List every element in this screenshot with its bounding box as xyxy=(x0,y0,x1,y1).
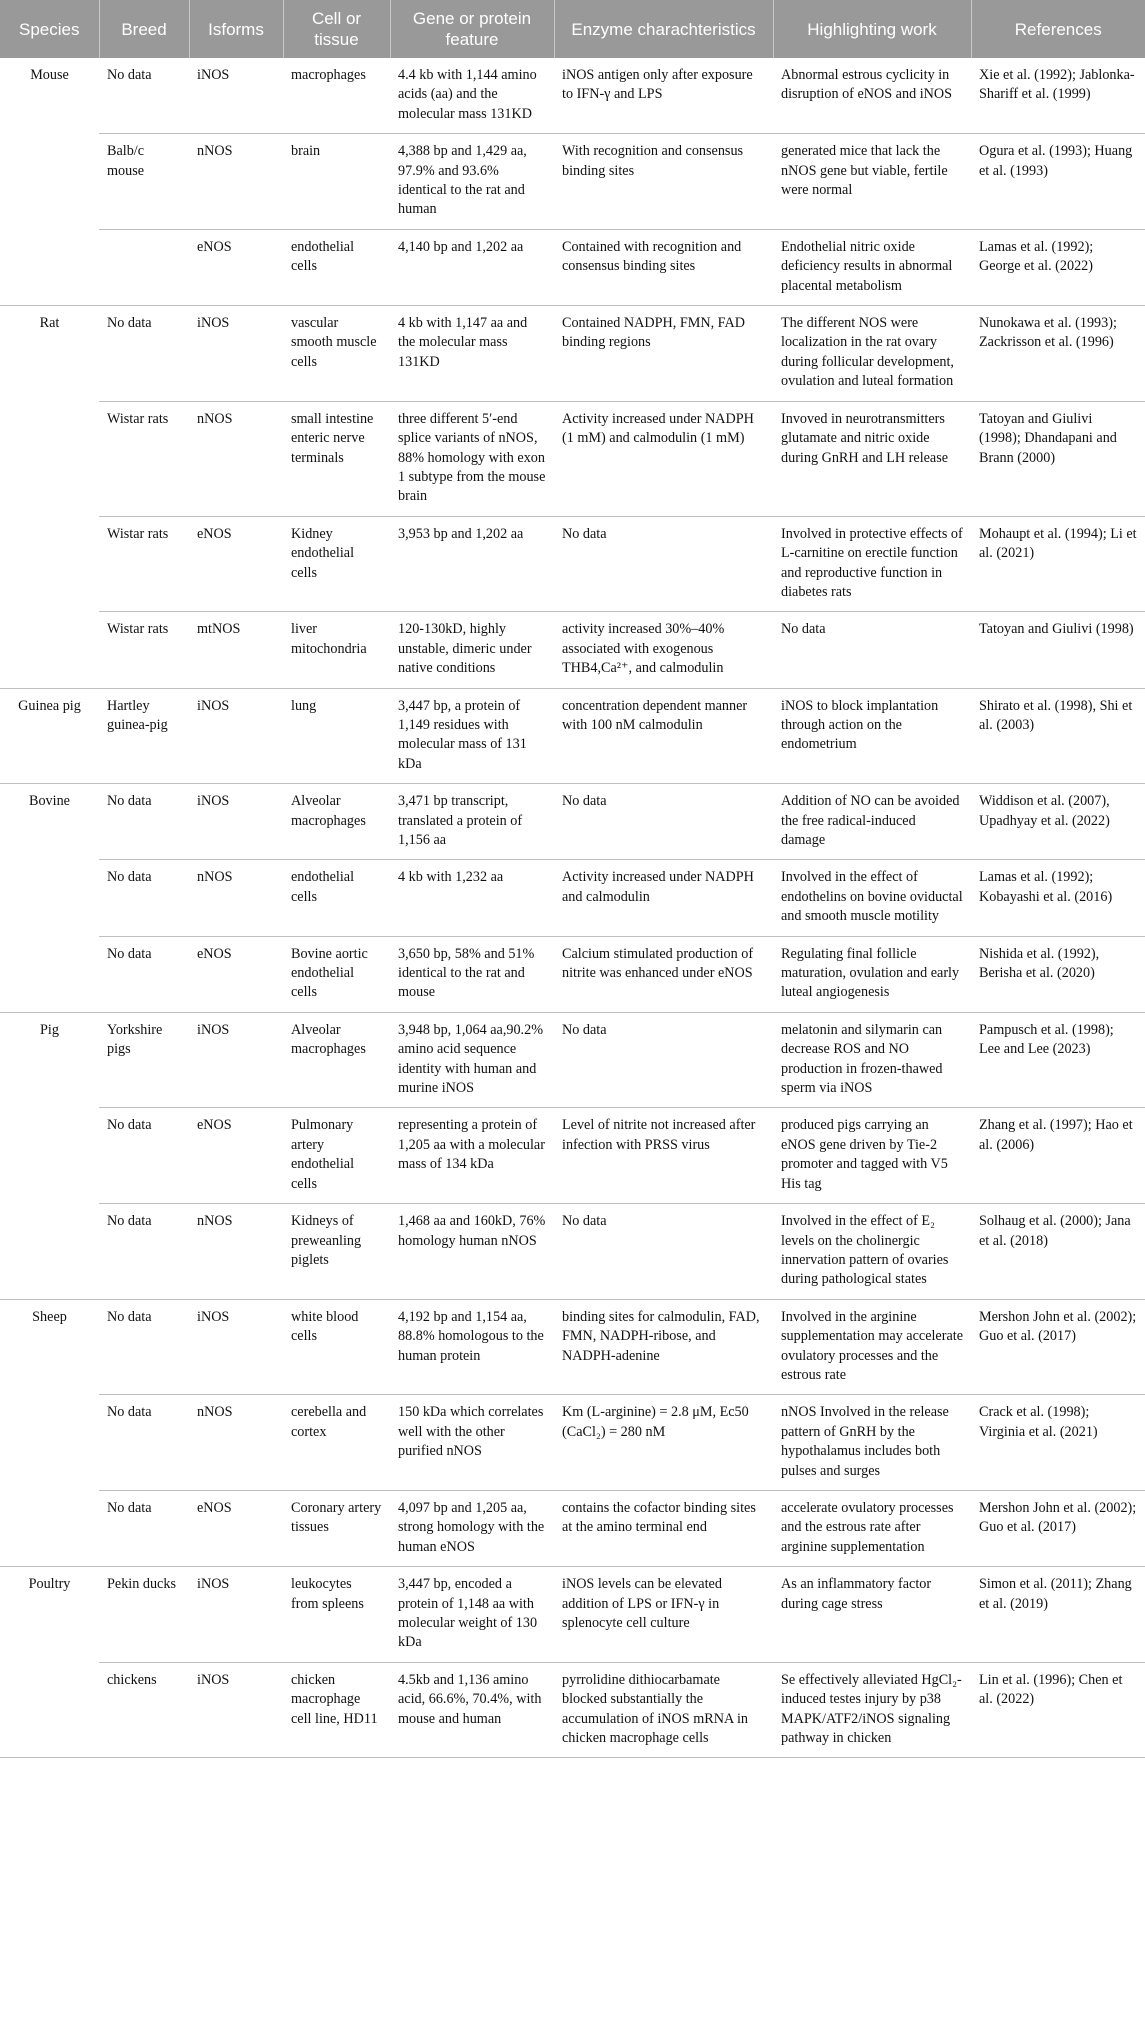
isoform-cell: eNOS xyxy=(189,516,283,612)
enzyme-characteristics-cell: Contained with recognition and consensus binding sites xyxy=(554,229,773,305)
species-cell xyxy=(0,134,99,230)
species-cell: Poultry xyxy=(28,1576,71,1593)
enzyme-characteristics-cell: Km (L-arginine) = 2.8 μM, Ec50 (CaCl₂) = 280 nM xyxy=(554,1395,773,1491)
breed-cell: No data xyxy=(99,58,189,134)
header-enzyme-characteristics: Enzyme charachteristics xyxy=(554,0,773,58)
isoform-cell: nNOS xyxy=(189,860,283,936)
cell-or-tissue-cell: liver mitochondria xyxy=(283,612,390,688)
references-cell: Mohaupt et al. (1994); Li et al. (2021) xyxy=(971,516,1145,612)
enzyme-characteristics-cell: No data xyxy=(554,516,773,612)
highlighting-work-cell: Invoved in neurotransmitters glutamate and nitric oxide during GnRH and LH release xyxy=(773,401,971,516)
references-cell: Mershon John et al. (2002); Guo et al. (2017) xyxy=(971,1490,1145,1566)
species-cell xyxy=(0,1204,99,1300)
breed-cell: No data xyxy=(99,860,189,936)
isoform-cell: eNOS xyxy=(189,229,283,305)
breed-cell: No data xyxy=(99,784,189,860)
isoform-cell: iNOS xyxy=(189,306,283,402)
references-cell: Tatoyan and Giulivi (1998); Dhandapani and Brann (2000) xyxy=(971,401,1145,516)
highlighting-work-cell: Involved in the arginine supplementation may accelerate ovulatory processes and the estrous rate xyxy=(773,1299,971,1395)
enzyme-characteristics-cell: Contained NADPH, FMN, FAD binding regions xyxy=(554,306,773,402)
table-row xyxy=(0,860,1145,936)
highlighting-work-cell: Involved in the effect of endothelins on bovine oviductal and smooth muscle motility xyxy=(773,860,971,936)
species-cell xyxy=(0,401,99,516)
enzyme-characteristics-cell: binding sites for calmodulin, FAD, FMN, NADPH-ribose, and NADPH-adenine xyxy=(554,1299,773,1395)
table-row xyxy=(0,612,1145,688)
cell-or-tissue-cell: endothelial cells xyxy=(283,229,390,305)
table-row xyxy=(0,1567,1145,1663)
breed-cell xyxy=(99,229,189,305)
header-species: Species xyxy=(0,0,99,58)
highlighting-work-cell: Involved in protective effects of L-carnitine on erectile function and reproductive function in diabetes rats xyxy=(773,516,971,612)
species-cell: Mouse xyxy=(30,67,69,83)
table-body xyxy=(0,58,1145,1758)
references-cell: Lamas et al. (1992); Kobayashi et al. (2016) xyxy=(971,860,1145,936)
table-row xyxy=(0,134,1145,230)
breed-cell: Wistar rats xyxy=(99,516,189,612)
highlighting-work-cell: Regulating final follicle maturation, ovulation and early luteal angiogenesis xyxy=(773,936,971,1012)
gene-feature-cell: 4,097 bp and 1,205 aa, strong homology with the human eNOS xyxy=(390,1490,554,1566)
references-cell: Ogura et al. (1993); Huang et al. (1993) xyxy=(971,134,1145,230)
breed-cell: No data xyxy=(99,1490,189,1566)
gene-feature-cell: 4,140 bp and 1,202 aa xyxy=(390,229,554,305)
header-highlighting-work: Highlighting work xyxy=(773,0,971,58)
references-cell: Widdison et al. (2007), Upadhyay et al. (2022) xyxy=(971,784,1145,860)
enzyme-characteristics-cell: iNOS levels can be elevated addition of LPS or IFN-γ in splenocyte cell culture xyxy=(554,1567,773,1663)
isoform-cell: eNOS xyxy=(189,1490,283,1566)
highlighting-work-cell: produced pigs carrying an eNOS gene driven by Tie-2 promoter and tagged with V5 His tag xyxy=(773,1108,971,1204)
enzyme-characteristics-cell: Activity increased under NADPH (1 mM) and calmodulin (1 mM) xyxy=(554,401,773,516)
isoform-cell: nNOS xyxy=(189,1204,283,1300)
isoform-cell: mtNOS xyxy=(189,612,283,688)
highlighting-work-cell: nNOS Involved in the release pattern of GnRH by the hypothalamus includes both pulses and surges xyxy=(773,1395,971,1491)
isoform-cell: iNOS xyxy=(189,688,283,784)
gene-feature-cell: 3,447 bp, encoded a protein of 1,148 aa with molecular weight of 130 kDa xyxy=(390,1567,554,1663)
gene-feature-cell: three different 5′-end splice variants of nNOS, 88% homology with exon 1 subtype from the mouse brain xyxy=(390,401,554,516)
gene-feature-cell: 4 kb with 1,147 aa and the molecular mass 131KD xyxy=(390,306,554,402)
isoform-cell: iNOS xyxy=(189,1012,283,1108)
cell-or-tissue-cell: Bovine aortic endothelial cells xyxy=(283,936,390,1012)
highlighting-work-cell: iNOS to block implantation through action on the endometrium xyxy=(773,688,971,784)
references-cell: Solhaug et al. (2000); Jana et al. (2018) xyxy=(971,1204,1145,1300)
references-cell: Pampusch et al. (1998); Lee and Lee (2023) xyxy=(971,1012,1145,1108)
table-row xyxy=(0,58,1145,134)
cell-or-tissue-cell: Kidneys of preweanling piglets xyxy=(283,1204,390,1300)
header-breed: Breed xyxy=(99,0,189,58)
highlighting-work-cell: The different NOS were localization in the rat ovary during follicular development, ovulation and luteal formation xyxy=(773,306,971,402)
references-cell: Lin et al. (1996); Chen et al. (2022) xyxy=(971,1662,1145,1758)
cell-or-tissue-cell: chicken macrophage cell line, HD11 xyxy=(283,1662,390,1758)
isoform-cell: iNOS xyxy=(189,784,283,860)
isoform-cell: iNOS xyxy=(189,1567,283,1663)
table-row xyxy=(0,784,1145,860)
cell-or-tissue-cell: cerebella and cortex xyxy=(283,1395,390,1491)
species-cell xyxy=(0,1108,99,1204)
cell-or-tissue-cell: brain xyxy=(283,134,390,230)
species-cell xyxy=(0,1395,99,1491)
species-cell xyxy=(0,516,99,612)
enzyme-characteristics-cell: contains the cofactor binding sites at the amino terminal end xyxy=(554,1490,773,1566)
enzyme-characteristics-cell: activity increased 30%–40% associated with exogenous THB4,Ca²⁺, and calmodulin xyxy=(554,612,773,688)
enzyme-characteristics-cell: With recognition and consensus binding sites xyxy=(554,134,773,230)
species-cell xyxy=(0,936,99,1012)
isoform-cell: iNOS xyxy=(189,1299,283,1395)
species-cell: Bovine xyxy=(29,793,70,810)
cell-or-tissue-cell: leukocytes from spleens xyxy=(283,1567,390,1663)
species-cell: Guinea pig xyxy=(0,688,99,784)
gene-feature-cell: 120-130kD, highly unstable, dimeric under native conditions xyxy=(390,612,554,688)
table-row xyxy=(0,1204,1145,1300)
table-row xyxy=(0,1108,1145,1204)
breed-cell: Wistar rats xyxy=(99,401,189,516)
breed-cell: No data xyxy=(99,936,189,1012)
cell-or-tissue-cell: macrophages xyxy=(283,58,390,134)
table-row xyxy=(0,401,1145,516)
header-gene-or-protein-feature: Gene or protein feature xyxy=(390,0,554,58)
table-row xyxy=(0,1395,1145,1491)
breed-cell: No data xyxy=(99,1204,189,1300)
isoform-cell: nNOS xyxy=(189,134,283,230)
species-cell xyxy=(0,612,99,688)
enzyme-characteristics-cell: No data xyxy=(554,1012,773,1108)
table-row xyxy=(0,1490,1145,1566)
species-cell xyxy=(0,860,99,936)
highlighting-work-cell: Addition of NO can be avoided the free radical-induced damage xyxy=(773,784,971,860)
references-cell: Xie et al. (1992); Jablonka-Shariff et al. (1999) xyxy=(971,58,1145,134)
cell-or-tissue-cell: Pulmonary artery endothelial cells xyxy=(283,1108,390,1204)
breed-cell: Hartley guinea-pig xyxy=(99,688,189,784)
gene-feature-cell: 3,953 bp and 1,202 aa xyxy=(390,516,554,612)
breed-cell: Balb/c mouse xyxy=(99,134,189,230)
enzyme-characteristics-cell: Activity increased under NADPH and calmodulin xyxy=(554,860,773,936)
enzyme-characteristics-cell: No data xyxy=(554,784,773,860)
enzyme-characteristics-cell: pyrrolidine dithiocarbamate blocked substantially the accumulation of iNOS mRNA in chicken macrophage cells xyxy=(554,1662,773,1758)
highlighting-work-cell: Se effectively alleviated HgCl₂-induced testes injury by p38 MAPK/ATF2/iNOS signaling pathway in chicken xyxy=(773,1662,971,1758)
gene-feature-cell: 4 kb with 1,232 aa xyxy=(390,860,554,936)
highlighting-work-cell: As an inflammatory factor during cage stress xyxy=(773,1567,971,1663)
enzyme-characteristics-cell: Level of nitrite not increased after infection with PRSS virus xyxy=(554,1108,773,1204)
gene-feature-cell: 3,471 bp transcript, translated a protein of 1,156 aa xyxy=(390,784,554,860)
gene-feature-cell: 150 kDa which correlates well with the other purified nNOS xyxy=(390,1395,554,1491)
highlighting-work-cell: generated mice that lack the nNOS gene but viable, fertile were normal xyxy=(773,134,971,230)
breed-cell: No data xyxy=(99,1299,189,1395)
cell-or-tissue-cell: vascular smooth muscle cells xyxy=(283,306,390,402)
enzyme-characteristics-cell: concentration dependent manner with 100 nM calmodulin xyxy=(554,688,773,784)
references-cell: Shirato et al. (1998), Shi et al. (2003) xyxy=(971,688,1145,784)
gene-feature-cell: 4.4 kb with 1,144 amino acids (aa) and the molecular mass 131KD xyxy=(390,58,554,134)
species-cell: Sheep xyxy=(32,1308,67,1325)
table-row xyxy=(0,1299,1145,1395)
highlighting-work-cell: accelerate ovulatory processes and the estrous rate after arginine supplementation xyxy=(773,1490,971,1566)
gene-feature-cell: representing a protein of 1,205 aa with a molecular mass of 134 kDa xyxy=(390,1108,554,1204)
gene-feature-cell: 1,468 aa and 160kD, 76% homology human nNOS xyxy=(390,1204,554,1300)
header-isoforms: Isforms xyxy=(189,0,283,58)
isoform-cell: nNOS xyxy=(189,1395,283,1491)
species-cell xyxy=(0,1662,99,1758)
breed-cell: chickens xyxy=(99,1662,189,1758)
breed-cell: No data xyxy=(99,1108,189,1204)
species-cell: Pig xyxy=(40,1021,59,1038)
breed-cell: No data xyxy=(99,306,189,402)
enzyme-characteristics-cell: Calcium stimulated production of nitrite was enhanced under eNOS xyxy=(554,936,773,1012)
gene-feature-cell: 3,447 bp, a protein of 1,149 residues with molecular mass of 131 kDa xyxy=(390,688,554,784)
table-row xyxy=(0,516,1145,612)
gene-feature-cell: 3,948 bp, 1,064 aa,90.2% amino acid sequence identity with human and murine iNOS xyxy=(390,1012,554,1108)
table-row xyxy=(0,306,1145,402)
cell-or-tissue-cell: endothelial cells xyxy=(283,860,390,936)
gene-feature-cell: 4.5kb and 1,136 amino acid, 66.6%, 70.4%, with mouse and human xyxy=(390,1662,554,1758)
header-references: References xyxy=(971,0,1145,58)
references-cell: Simon et al. (2011); Zhang et al. (2019) xyxy=(971,1567,1145,1663)
highlighting-work-cell: Involved in the effect of E₂ levels on the cholinergic innervation pattern of ovaries during pathological states xyxy=(773,1204,971,1300)
breed-cell: No data xyxy=(99,1395,189,1491)
breed-cell: Yorkshire pigs xyxy=(99,1012,189,1108)
enzyme-characteristics-cell: No data xyxy=(554,1204,773,1300)
cell-or-tissue-cell: lung xyxy=(283,688,390,784)
isoform-cell: iNOS xyxy=(189,1662,283,1758)
references-cell: Zhang et al. (1997); Hao et al. (2006) xyxy=(971,1108,1145,1204)
cell-or-tissue-cell: Coronary artery tissues xyxy=(283,1490,390,1566)
highlighting-work-cell: Endothelial nitric oxide deficiency results in abnormal placental metabolism xyxy=(773,229,971,305)
cell-or-tissue-cell: white blood cells xyxy=(283,1299,390,1395)
species-cell xyxy=(0,229,99,305)
references-cell: Tatoyan and Giulivi (1998) xyxy=(971,612,1145,688)
gene-feature-cell: 4,388 bp and 1,429 aa, 97.9% and 93.6% identical to the rat and human xyxy=(390,134,554,230)
highlighting-work-cell: Abnormal estrous cyclicity in disruption of eNOS and iNOS xyxy=(773,58,971,134)
highlighting-work-cell: melatonin and silymarin can decrease ROS and NO production in frozen-thawed sperm via iNOS xyxy=(773,1012,971,1108)
species-cell: Rat xyxy=(39,315,60,332)
references-cell: Nunokawa et al. (1993); Zackrisson et al. (1996) xyxy=(971,306,1145,402)
isoform-cell: iNOS xyxy=(189,58,283,134)
cell-or-tissue-cell: small intestine enteric nerve terminals xyxy=(283,401,390,516)
breed-cell: Pekin ducks xyxy=(99,1567,189,1663)
table-row xyxy=(0,1012,1145,1108)
references-cell: Mershon John et al. (2002); Guo et al. (2017) xyxy=(971,1299,1145,1395)
isoform-cell: eNOS xyxy=(189,1108,283,1204)
table-row xyxy=(0,229,1145,305)
header-cell-or-tissue: Cell or tissue xyxy=(283,0,390,58)
table-row xyxy=(0,688,1145,784)
cell-or-tissue-cell: Alveolar macrophages xyxy=(283,1012,390,1108)
gene-feature-cell: 3,650 bp, 58% and 51% identical to the rat and mouse xyxy=(390,936,554,1012)
references-cell: Crack et al. (1998); Virginia et al. (2021) xyxy=(971,1395,1145,1491)
cell-or-tissue-cell: Alveolar macrophages xyxy=(283,784,390,860)
references-cell: Nishida et al. (1992), Berisha et al. (2020) xyxy=(971,936,1145,1012)
species-cell xyxy=(0,1490,99,1566)
cell-or-tissue-cell: Kidney endothelial cells xyxy=(283,516,390,612)
isoform-cell: eNOS xyxy=(189,936,283,1012)
references-cell: Lamas et al. (1992); George et al. (2022) xyxy=(971,229,1145,305)
enzyme-characteristics-cell: iNOS antigen only after exposure to IFN-γ and LPS xyxy=(554,58,773,134)
table-row xyxy=(0,1662,1145,1758)
breed-cell: Wistar rats xyxy=(99,612,189,688)
header-row xyxy=(0,0,1145,58)
table-row xyxy=(0,936,1145,1012)
highlighting-work-cell: No data xyxy=(773,612,971,688)
gene-feature-cell: 4,192 bp and 1,154 aa, 88.8% homologous to the human protein xyxy=(390,1299,554,1395)
isoform-cell: nNOS xyxy=(189,401,283,516)
